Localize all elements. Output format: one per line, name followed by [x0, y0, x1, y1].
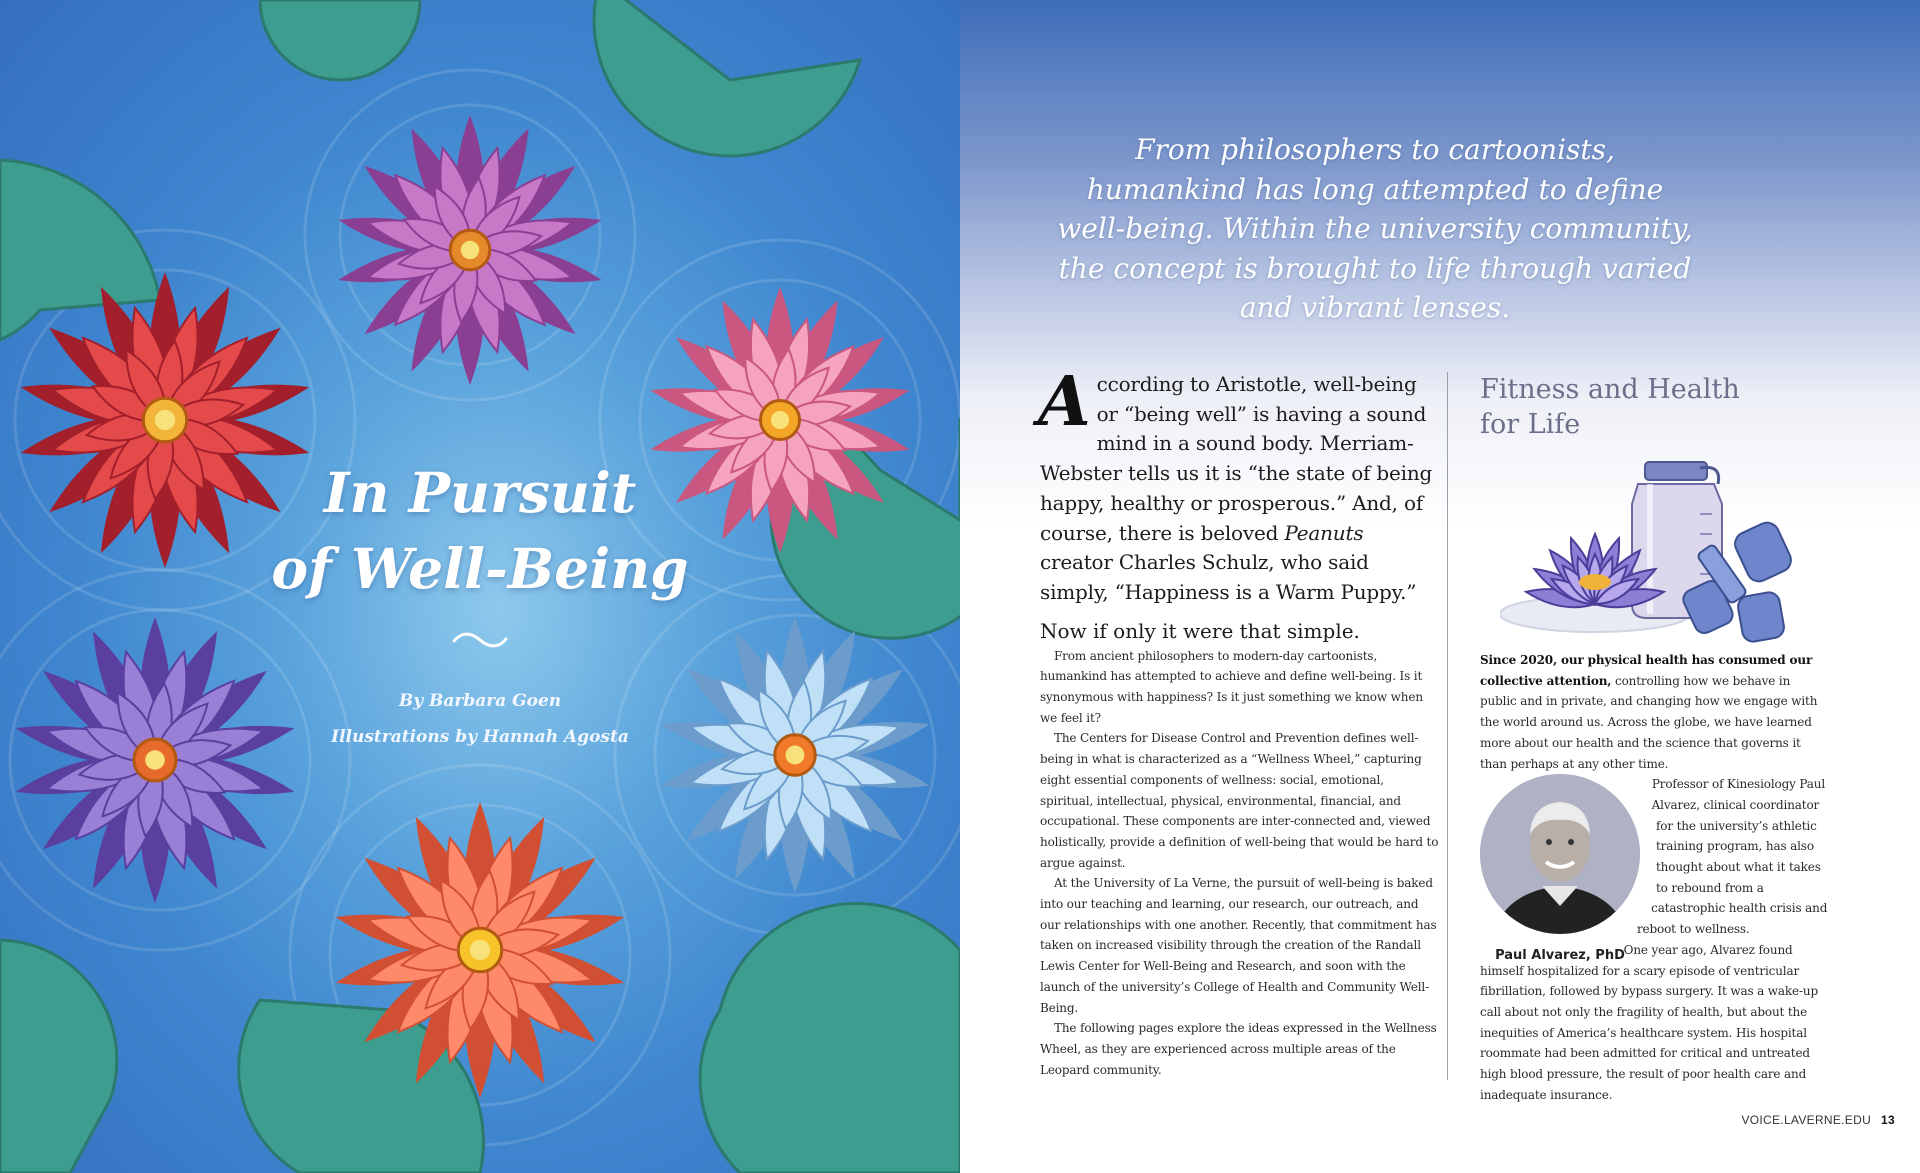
- sidebar-paragraph: One year ago, Alvarez found himself hospitalized for a scary episode of ventricular fibrillation, followed by bypass surgery. It was a wake-up call about not only the fragility of health, but about the inequities of America’s healthcare system. His hospital roommate had been admitted for critical and untreated high blood pressure, the result of poor health care and inadequate insurance.: [1480, 942, 1819, 1102]
- lede-closing-line: Now if only it were that simple.: [1040, 618, 1360, 643]
- photo-caption: Paul Alvarez, PhD: [1495, 948, 1625, 964]
- fitness-illustration: [1500, 414, 1830, 654]
- body-text: [1040, 646, 1440, 1081]
- body-paragraph: From ancient philosophers to modern-day cartoonists, humankind has attempted to achieve and define well-being. Is it synonymous with happiness? Is it just something we know when we feel it?: [1040, 648, 1423, 725]
- portrait-photo: [1480, 774, 1640, 934]
- body-paragraph: At the University of La Verne, the pursuit of well-being is baked into our teaching and learning, our research, our outreach, and our relationships with one another. Recently, that commitment has taken on increased visibility through the creation of the Randall Lewis Center for Well-Being and Research, and soon with the launch of the university’s College of Health and Community Well-Being.: [1040, 876, 1437, 1015]
- swash-ornament-icon: [450, 629, 510, 651]
- right-page: [960, 0, 1920, 1173]
- lede-text-a: ccording to Aristotle, well-being or “being well” is having a sound mind in a sound body. Merriam-Webster tells us it is “the state of being happy, healthy or prosperous.” And, of course, there is beloved: [1040, 372, 1433, 545]
- sidebar-lead-bold: Since 2020, our physical health has consumed our collective attention,: [1480, 653, 1813, 688]
- body-paragraph: The following pages explore the ideas expressed in the Wellness Wheel, as they are experienced across multiple areas of the Leopard community.: [1040, 1021, 1437, 1077]
- purple-lily-icon: [338, 118, 601, 382]
- lede-text-em: Peanuts: [1284, 520, 1364, 545]
- lede-paragraph: [1038, 362, 1440, 608]
- sidebar-body: [1480, 650, 1830, 1105]
- lede-text-b: creator Charles Schulz, who said simply, “Happiness is a Warm Puppy.”: [1040, 550, 1417, 604]
- page-footer: [1741, 1113, 1895, 1127]
- sidebar-paragraph: Professor of Kinesiology Paul Alvarez, clinical coordinator for the university’s athletic training program, has also thought about what it takes to rebound from a catastrophic health crisis and reboot to wellness.: [1636, 777, 1828, 937]
- deck-intro: From philosophers to cartoonists, humankind has long attempted to define well-being. Within the university community, the concept is brought to life through varied and vibrant lenses.: [1057, 133, 1693, 324]
- sidebar-column: [1480, 372, 1830, 1102]
- sidebar-title: Fitness and Health for Life: [1480, 374, 1740, 440]
- author-byline: By Barbara Goen: [398, 691, 562, 711]
- title-line-2: of Well-Being: [271, 536, 689, 601]
- sidebar-lead-text: controlling how we behave in public and in private, and changing how we engage with the world around us. Across the globe, we have learned more about our health and the science that governs it than perhaps at any other time.: [1480, 673, 1818, 771]
- main-column: [1038, 362, 1440, 1080]
- column-divider: [1447, 372, 1448, 1080]
- footer-url: VOICE.LAVERNE.EDU: [1741, 1113, 1872, 1127]
- drop-cap: A: [1038, 362, 1091, 442]
- body-paragraph: The Centers for Disease Control and Prevention defines well-being in what is characterized as a “Wellness Wheel,” capturing eight essential components of wellness: social, emotional, spiritual, intellectual, physical, environmental, financial, and occupational. These components are inter-connected and, viewed holistically, provide a definition of well-being that would be hard to argue against.: [1040, 731, 1439, 870]
- illustrator-credit: Illustrations by Hannah Agosta: [331, 727, 629, 747]
- page-number: 13: [1881, 1113, 1895, 1127]
- title-block: [250, 455, 710, 755]
- title-line-1: In Pursuit: [323, 460, 637, 525]
- portrait-avatar: [1480, 774, 1640, 934]
- article-title: [250, 455, 710, 607]
- portrait-figure: [1480, 774, 1648, 970]
